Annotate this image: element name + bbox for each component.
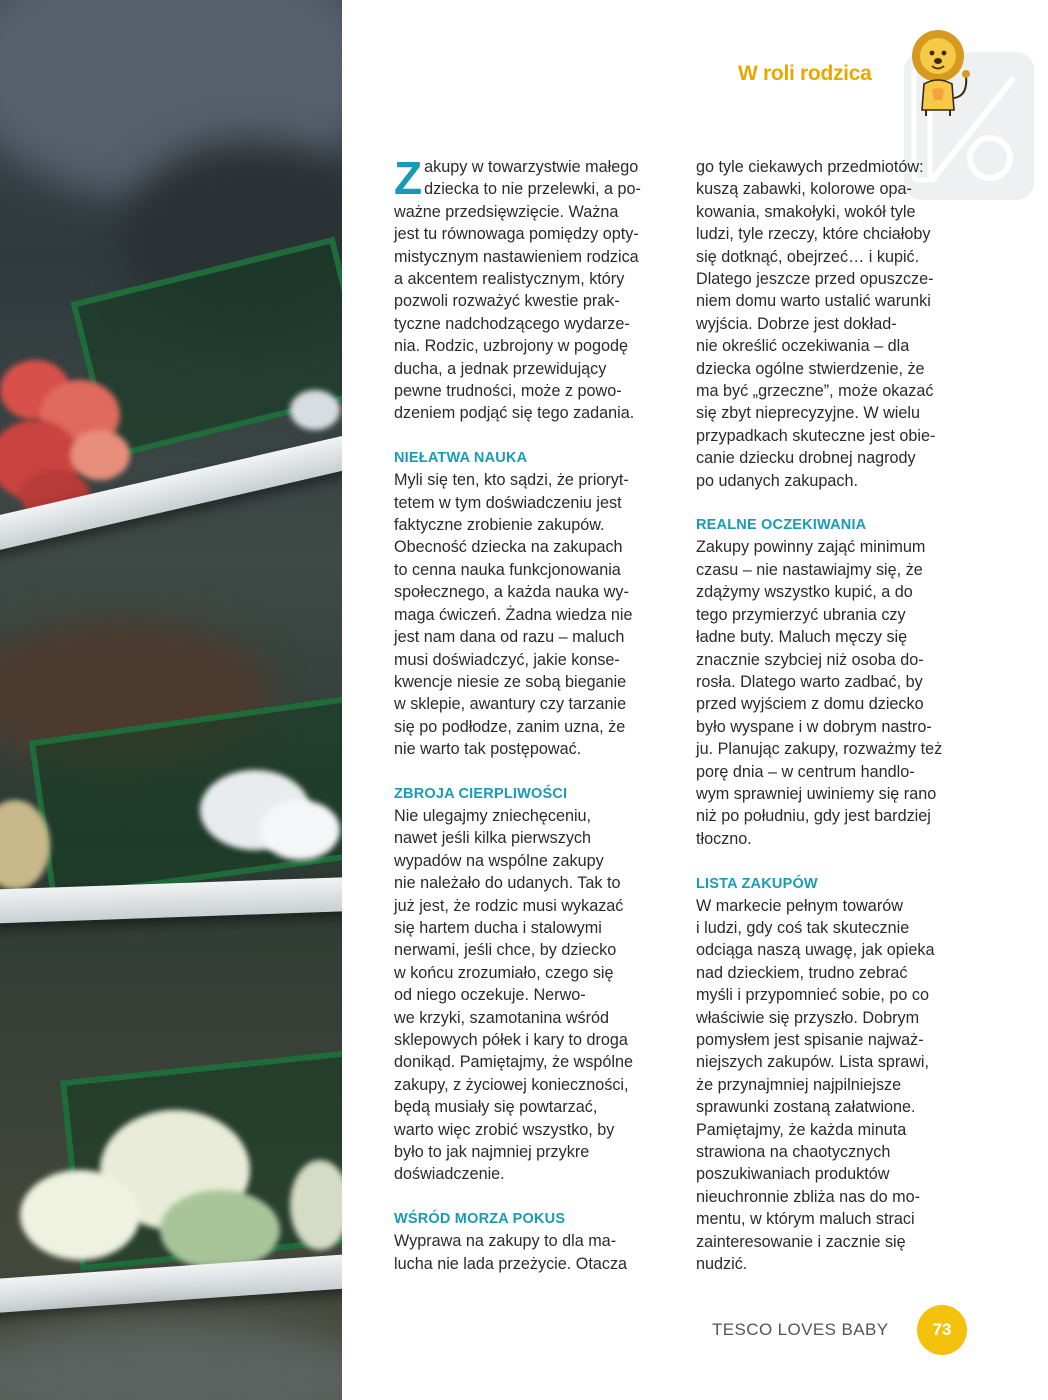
paragraph-realne-oczekiwania: Zakupy powinny zająć minimum czasu – nie nastawiajmy się, że zdążymy wszystko kupić, a do tego przymierzyć ubrania czy ładne buty. Maluch męczy się znacznie szybciej niż osoba do- rosła. Dlatego warto zadbać, by przed wyjściem z domu dziecko było wyspane i w dobrym nastro- ju. Planując zakupy, rozważmy też porę dnia – w centrum handlo- wym sprawniej uwiniemy się rano niż po południu, gdy jest bardziej tłoczno. [696,538,943,848]
paragraph-nielatwa-nauka: Myli się ten, kto sądzi, że prioryt- tetem w tym doświadczeniu jest faktyczne zrobienie zakupów. Obecność dziecka na zakupach to cenna nauka funkcjonowania społecznego, a każda nauka wy- maga ćwiczeń. Żadna wiedza nie jest nam dana od razu – maluch musi doświadczyć, jakie konse- kwencje niesie ze sobą bieganie w sklepie, awantury czy tarzanie się po podłodze, zanim uzna, że nie warto tak postępować. [394,471,633,759]
paragraph-lista-zakupow: W markecie pełnym towarów i ludzi, gdy coś tak skutecznie odciąga naszą uwagę, jak opieka nad dzieckiem, trudno zebrać myśli i przypomnieć sobie, po co właściwie się przyszło. Dobrym pomysłem jest spisanie najważ- niejszych zakupów. Lista sprawi, że przynajmniej najpilniejsze sprawunki zostaną załatwione. Pamiętajmy, że każda minuta strawiona na chaotycznych poszukiwaniach produktów nieuchronnie zbliża nas do mo- mentu, w którym maluch straci zainteresowanie i zacznie się nudzić. [696,896,935,1274]
text-column-left [394,152,672,1275]
heading-lista-zakupow: LISTA ZAKUPÓW [696,875,818,892]
text-column-right [696,156,974,1275]
footer-label: TESCO LOVES BABY [712,1320,889,1339]
intro-paragraph [394,152,672,425]
paragraph-wsrod-morza-pokus: Wyprawa na zakupy to dla ma- lucha nie lada przeżycie. Otacza [394,1232,628,1273]
market-shelves-photo [0,0,342,1400]
paragraph-zbroja-cierpliwosci: Nie ulegajmy zniechęceniu, nawet jeśli kilka pierwszych wypadów na wspólne zakupy nie należało do udanych. Tak to już jest, że rodzic musi wykazać się hartem ducha i stalowymi nerwami, jeśli chce, by dziecko w końcu zrozumiało, czego się od niego oczekuje. Nerwo- we krzyki, szamotanina wśród sklepowych półek i kary to droga donikąd. Pamiętajmy, że wspólne zakupy, z życiowej konieczności, będą musiały się powtarzać, warto więc zrobić wszystko, by było to jak najmniej przykre doświadczenie. [394,806,634,1184]
lion-icon [902,28,978,118]
heading-wsrod-morza-pokus: WŚRÓD MORZA POKUS [394,1211,566,1228]
heading-realne-oczekiwania: REALNE OCZEKIWANIA [696,517,867,534]
heading-nielatwa-nauka: NIEŁATWA NAUKA [394,450,528,467]
paragraph-continued: go tyle ciekawych przedmiotów: kuszą zabawki, kolorowe opa- kowania, smakołyki, wokół tyle ludzi, tyle rzeczy, które chciałoby się dotknąć, obejrzeć… i kupić. Dlatego jeszcze przed opuszcze- niem domu warto ustalić warunki wyjścia. Dobrze jest dokład- nie określić oczekiwania – dla dziecka ogólne stwierdzenie, że ma być „grzeczne”, może okazać się zbyt nieprecyzyjne. W wielu przypadkach skuteczne jest obie- canie dziecku drobnej nagrody po udanych zakupach. [696,158,936,490]
heading-zbroja-cierpliwosci: ZBROJA CIERPLIWOŚCI [394,785,568,802]
intro-text: akupy w towarzystwie małego dziecka to nie przelewki, a po- ważne przedsięwzięcie. Ważna jest tu równowaga pomiędzy opty- mistycznym nastawieniem rodzica a akcentem realistycznym, który pozwoli rozważyć kwestie prak- tyczne nadchodzącego wydarze- nia. Rodzic, uzbrojony w pogodę ducha, a jednak przewidujący pewne trudności, może z powo- dzeniem podjąć się tego zadania. [394,158,641,423]
drop-cap: Z [394,152,423,204]
page-number: 73 [917,1305,967,1355]
section-title: W roli rodzica [738,62,872,85]
